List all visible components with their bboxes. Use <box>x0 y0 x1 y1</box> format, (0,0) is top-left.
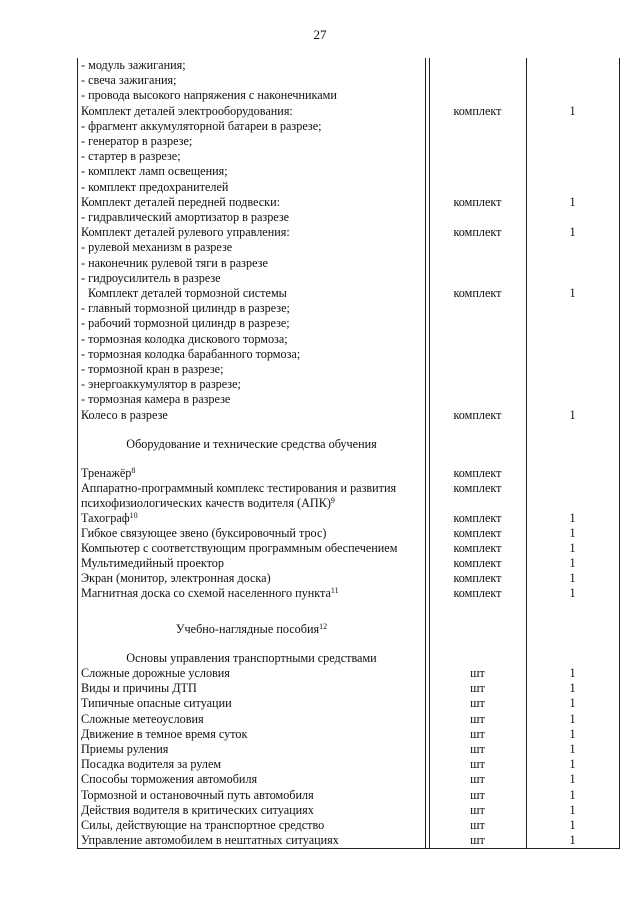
item-qty: 1 <box>569 571 576 586</box>
table-row <box>78 195 619 210</box>
table-row <box>78 541 619 556</box>
item-unit: комплект <box>453 526 502 541</box>
item-qty: 1 <box>569 757 576 772</box>
table-row <box>78 164 619 179</box>
table-row <box>78 586 619 601</box>
table-row <box>78 408 619 423</box>
item-qty: 1 <box>569 833 576 848</box>
item-qty: 1 <box>569 787 576 802</box>
table-row <box>78 88 619 103</box>
item-name: - главный тормозной цилиндр в разрезе; <box>81 301 290 316</box>
item-unit: комплект <box>453 225 502 240</box>
item-name: - фрагмент аккумуляторной батареи в разрезе; <box>81 118 322 133</box>
table-row <box>78 481 619 496</box>
item-name: - модуль зажигания; <box>81 58 186 72</box>
item-qty: 1 <box>569 556 576 571</box>
item-qty: 1 <box>569 586 576 601</box>
table-row <box>78 496 619 511</box>
item-name: Сложные метеоусловия <box>81 711 204 726</box>
item-qty: 1 <box>569 103 576 118</box>
item-unit: комплект <box>453 541 502 556</box>
table-row <box>78 571 619 586</box>
item-name: Компьютер с соответствующим программным обеспечением <box>81 541 398 556</box>
item-name: Аппаратно-программный комплекс тестирования и развития <box>81 481 397 496</box>
section-heading <box>78 437 619 452</box>
item-unit: шт <box>470 726 485 741</box>
item-qty: 1 <box>569 666 576 680</box>
section-heading-text: Учебно-наглядные пособия$^{12}$ <box>175 622 328 636</box>
item-name: - комплект предохранителей <box>81 179 229 194</box>
item-name: - рабочий тормозной цилиндр в разрезе; <box>81 316 290 331</box>
item-qty: 1 <box>569 194 576 209</box>
item-name: - тормозной кран в разрезе; <box>81 362 224 376</box>
table-row <box>78 803 619 818</box>
table-row <box>78 727 619 742</box>
table-row <box>78 681 619 696</box>
table-row <box>78 788 619 803</box>
item-name: Комплект деталей тормозной системы <box>88 286 287 300</box>
item-name: - свеча зажигания; <box>81 73 177 88</box>
item-qty: 1 <box>569 711 576 726</box>
item-unit: шт <box>470 666 485 680</box>
item-name: Управление автомобилем в нештатных ситуациях <box>81 833 339 848</box>
table-row <box>78 696 619 711</box>
item-qty: 1 <box>569 407 576 422</box>
item-name: Действия водителя в критических ситуациях <box>81 802 314 817</box>
table-row <box>78 240 619 255</box>
table-row <box>78 286 619 301</box>
item-name: - гидроусилитель в разрезе <box>81 270 221 285</box>
item-unit: комплект <box>453 571 502 586</box>
equipment-table <box>77 58 620 849</box>
item-unit: шт <box>470 833 485 848</box>
item-unit: шт <box>470 711 485 726</box>
item-unit: комплект <box>453 556 502 571</box>
item-name: - генератор в разрезе; <box>81 134 193 148</box>
table-row <box>78 301 619 316</box>
item-name: - гидравлический амортизатор в разрезе <box>81 210 290 224</box>
item-name: - провода высокого напряжения с наконечниками <box>81 88 337 103</box>
item-qty: 1 <box>569 681 576 696</box>
item-qty: 1 <box>569 726 576 741</box>
footnote-ref: 9 <box>330 496 335 506</box>
item-unit: комплект <box>453 586 502 601</box>
item-unit: комплект <box>453 194 502 209</box>
item-name: Колесо в разрезе <box>81 407 168 422</box>
table-row <box>78 134 619 149</box>
item-unit: комплект <box>453 407 502 422</box>
item-name: - тормозная камера в разрезе <box>81 392 231 407</box>
table-row <box>78 210 619 225</box>
item-unit: комплект <box>453 466 502 480</box>
item-name: Виды и причины ДТП <box>81 681 197 696</box>
table-row <box>78 256 619 271</box>
section-heading-text: Основы управления транспортными средствами <box>126 651 377 665</box>
item-name: Сложные дорожные условия <box>81 666 230 680</box>
table-row <box>78 392 619 407</box>
table-row <box>78 104 619 119</box>
table-row <box>78 225 619 240</box>
item-unit: шт <box>470 742 485 756</box>
item-unit: комплект <box>453 103 502 118</box>
item-name: Тахограф$^{10}$ <box>81 511 138 526</box>
item-qty: 1 <box>569 696 576 711</box>
item-unit: комплект <box>453 511 502 526</box>
table-row <box>78 149 619 164</box>
item-unit: шт <box>470 787 485 802</box>
item-unit: шт <box>470 757 485 772</box>
table-row <box>78 772 619 787</box>
item-name: Магнитная доска со схемой населенного пункта$^{11}$ <box>81 586 339 601</box>
item-qty: 1 <box>569 526 576 541</box>
item-name: - тормозная колодка дискового тормоза; <box>81 331 288 346</box>
table-row <box>78 556 619 571</box>
item-name: Посадка водителя за рулем <box>81 757 222 772</box>
item-name: Движение в темное время суток <box>81 726 248 741</box>
item-name: - тормозная колодка барабанного тормоза; <box>81 346 301 361</box>
footnote-ref: 11 <box>330 586 339 596</box>
table-row <box>78 58 619 73</box>
item-name: Экран (монитор, электронная доска) <box>81 571 271 586</box>
item-name: Комплект деталей рулевого управления: <box>81 225 290 240</box>
footnote-ref: 8 <box>131 466 136 475</box>
table-row <box>78 316 619 331</box>
item-unit: комплект <box>453 481 502 496</box>
item-qty: 1 <box>569 225 576 240</box>
table-row <box>78 271 619 286</box>
item-unit: шт <box>470 772 485 787</box>
table-row <box>78 119 619 134</box>
table-row <box>78 818 619 833</box>
table-row <box>78 757 619 772</box>
item-name: - стартер в разрезе; <box>81 149 181 164</box>
item-name: - комплект ламп освещения; <box>81 164 228 179</box>
item-name: Типичные опасные ситуации <box>81 696 232 711</box>
table-row <box>78 180 619 195</box>
item-unit: шт <box>470 818 485 832</box>
item-name: - рулевой механизм в разрезе <box>81 240 233 255</box>
table-row <box>78 347 619 362</box>
table-row <box>78 666 619 681</box>
item-name: Способы торможения автомобиля <box>81 772 258 787</box>
table-row <box>78 511 619 526</box>
item-qty: 1 <box>569 742 576 756</box>
item-name: Комплект деталей передней подвески: <box>81 194 280 209</box>
table-row <box>78 377 619 392</box>
item-name: Комплект деталей электрооборудования: <box>81 103 293 118</box>
item-qty: 1 <box>569 511 576 526</box>
item-name: Мультимедийный проектор <box>81 556 224 571</box>
item-name: Гибкое связующее звено (буксировочный трос) <box>81 526 327 541</box>
item-qty: 1 <box>569 818 576 832</box>
table-row <box>78 466 619 481</box>
table-row <box>78 526 619 541</box>
footnote-ref: 10 <box>129 511 138 521</box>
item-qty: 1 <box>569 541 576 556</box>
item-name: - энергоаккумулятор в разрезе; <box>81 377 241 392</box>
item-name: - наконечник рулевой тяги в разрезе <box>81 255 268 270</box>
page-number: 27 <box>313 27 327 42</box>
footnote-ref: 12 <box>319 622 328 631</box>
item-unit: шт <box>470 802 485 817</box>
item-unit: шт <box>470 681 485 696</box>
item-unit: шт <box>470 696 485 711</box>
item-name: Силы, действующие на транспортное средство <box>81 818 325 832</box>
item-qty: 1 <box>569 772 576 787</box>
item-unit: комплект <box>453 286 502 300</box>
item-name: психофизиологических качеств водителя (АПК)$^9$ <box>81 496 335 511</box>
table-row <box>78 73 619 88</box>
item-name: Тормозной и остановочный путь автомобиля <box>81 787 314 802</box>
section-heading <box>78 622 619 637</box>
section-heading-text: Оборудование и технические средства обучения <box>126 437 377 451</box>
table-row <box>78 362 619 377</box>
table-row <box>78 712 619 727</box>
item-qty: 1 <box>569 802 576 817</box>
item-name: Приемы руления <box>81 742 169 756</box>
item-qty: 1 <box>569 286 576 300</box>
table-row <box>78 742 619 757</box>
item-name: Тренажёр$^8$ <box>81 466 136 480</box>
section-heading <box>78 651 619 666</box>
table-row <box>78 833 619 848</box>
table-row <box>78 332 619 347</box>
